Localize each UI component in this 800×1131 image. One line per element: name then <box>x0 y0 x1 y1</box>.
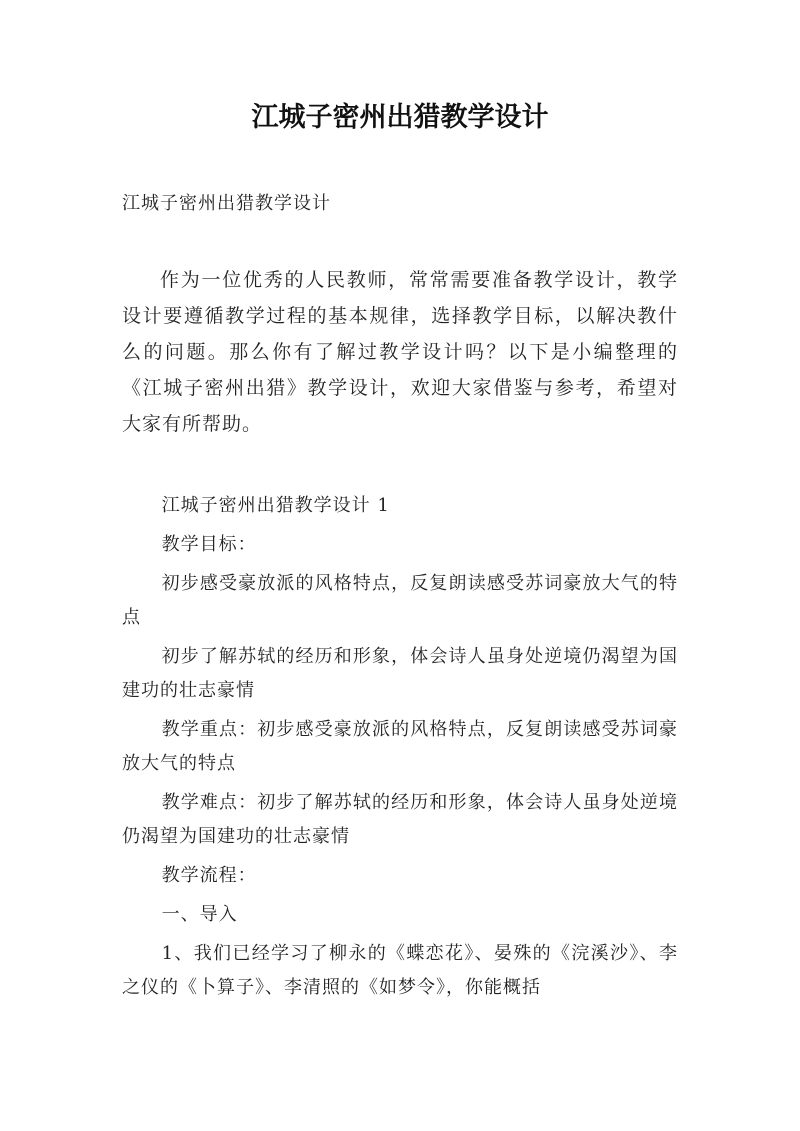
intro-paragraph: 作为一位优秀的人民教师，常常需要准备教学设计，教学设计要遵循教学过程的基本规律，选择教学目标，以解决教什么的问题。那么你有了解过教学设计吗？以下是小编整理的《江城子密州出猎》教学设计，欢迎大家借鉴与参考，希望对大家有所帮助。 <box>122 269 678 435</box>
process-label: 教学流程： <box>161 865 257 886</box>
document-subtitle: 江城子密州出猎教学设计 <box>122 193 331 214</box>
step-item: 1、我们已经学习了柳永的《蝶恋花》、晏殊的《浣溪沙》、李之仪的《卜算子》、李清照的《如梦令》，你能概括 <box>122 943 678 998</box>
objective-item: 初步感受豪放派的风格特点，反复朗读感受苏词豪放大气的特点 <box>122 573 678 628</box>
key-point: 教学重点：初步感受豪放派的风格特点，反复朗读感受苏词豪放大气的特点 <box>122 719 678 774</box>
document-title: 江城子密州出猎教学设计 <box>251 102 549 133</box>
objectives-label: 教学目标： <box>161 534 257 555</box>
step-heading: 一、导入 <box>161 904 238 925</box>
objective-item: 初步了解苏轼的经历和形象，体会诗人虽身处逆境仍渴望为国建功的壮志豪情 <box>122 646 678 701</box>
body-content <box>122 489 678 1010</box>
section-heading: 江城子密州出猎教学设计 1 <box>161 495 390 516</box>
difficult-point: 教学难点：初步了解苏轼的经历和形象，体会诗人虽身处逆境仍渴望为国建功的壮志豪情 <box>122 792 678 847</box>
